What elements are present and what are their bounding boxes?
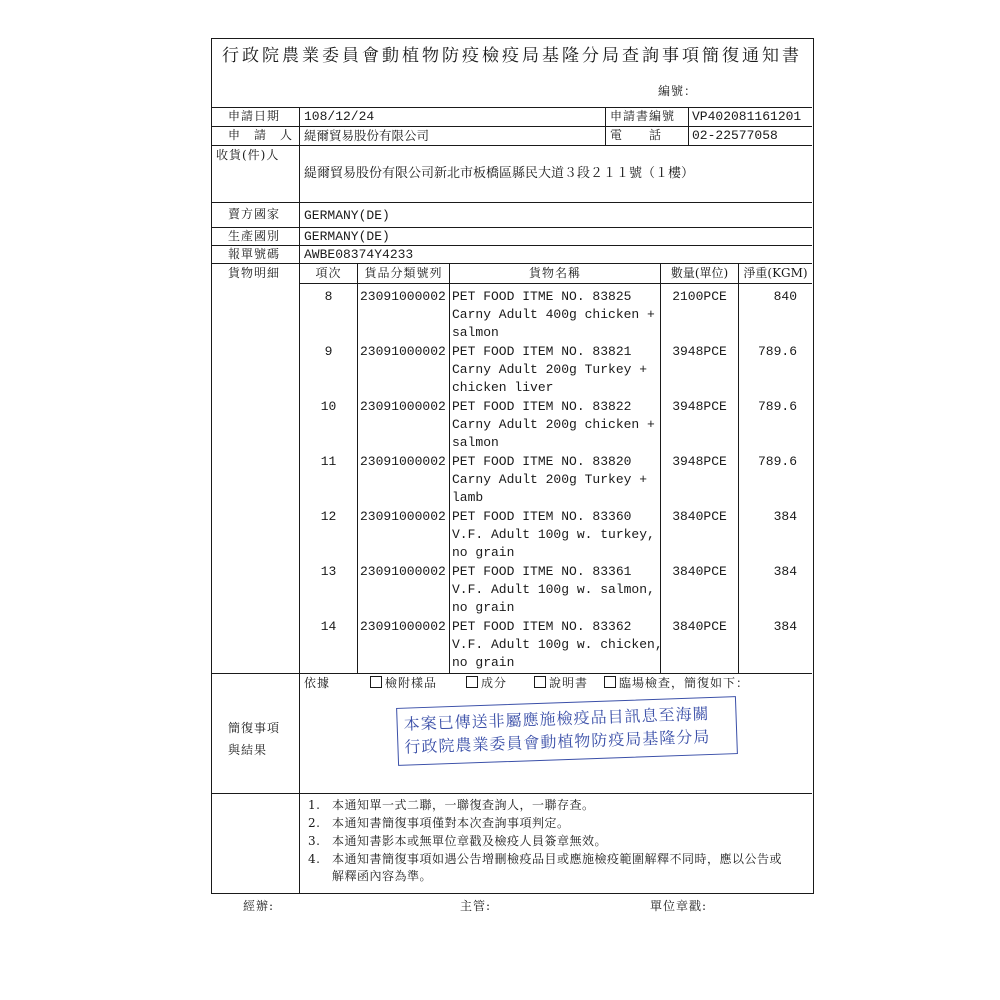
origin-country-value: GERMANY(DE) (304, 229, 390, 244)
row-code: 23091000002 (360, 344, 446, 359)
row-weight: 384 (773, 619, 797, 634)
checkbox-icon (466, 676, 478, 688)
row-qty: 2100PCE (672, 289, 727, 304)
row-qty: 3948PCE (672, 344, 727, 359)
phone-label: 電 話 (610, 128, 663, 142)
basis-option-ingredients: 成分 (466, 675, 507, 692)
declaration-no-value: AWBE08374Y4233 (304, 247, 414, 262)
row-item: 12 (320, 509, 337, 524)
basis-label: 依據 (304, 676, 331, 690)
basis-option-manual: 說明書 (534, 675, 588, 692)
unit-seal-label: 單位章戳: (650, 899, 708, 913)
supervisor-label: 主管: (460, 899, 492, 913)
row-qty: 3948PCE (672, 454, 727, 469)
basis-option-sample: 檢附樣品 (370, 675, 437, 692)
declaration-no-label: 報單號碼 (228, 247, 281, 261)
row-desc: PET FOOD ITEM NO. 83360 V.F. Adult 100g w. turkey, no grain (452, 509, 655, 560)
note-item: 1. 本通知單一式二聯，一聯復查詢人，一聯存查。 (308, 798, 595, 812)
note-item: 4. 本通知書簡復事項如遇公告增刪檢疫品目或應施檢疫範圍解釋不同時，應以公告或解釋函內容為準。 (308, 852, 783, 883)
row-qty: 3840PCE (672, 564, 727, 579)
row-desc: PET FOOD ITME NO. 83820 Carny Adult 200g Turkey + lamb (452, 454, 648, 505)
header-code: 貨品分類號列 (364, 266, 443, 280)
row-weight: 789.6 (757, 454, 797, 469)
row-code: 23091000002 (360, 289, 446, 304)
header-weight: 淨重(KGM) (743, 266, 808, 280)
row-qty: 3948PCE (672, 399, 727, 414)
apply-date-value: 108/12/24 (304, 109, 375, 124)
row-item: 8 (324, 289, 333, 304)
row-desc: PET FOOD ITEM NO. 83362 V.F. Adult 100g w. chicken, no grain (452, 619, 663, 670)
applicant-label: 申 請 人 (228, 128, 294, 142)
row-code: 23091000002 (360, 454, 446, 469)
goods-detail-label: 貨物明細 (228, 266, 281, 280)
header-desc: 貨物名稱 (528, 266, 581, 280)
row-item: 13 (320, 564, 337, 579)
row-desc: PET FOOD ITME NO. 83361 V.F. Adult 100g w. salmon, no grain (452, 564, 655, 615)
row-code: 23091000002 (360, 619, 446, 634)
row-code: 23091000002 (360, 399, 446, 414)
checkbox-icon (604, 676, 616, 688)
header-qty: 數量(單位) (670, 266, 729, 280)
application-no-label: 申請書編號 (610, 109, 676, 123)
row-item: 11 (320, 454, 337, 469)
row-item: 14 (320, 619, 337, 634)
row-qty: 3840PCE (672, 509, 727, 524)
row-weight: 840 (773, 289, 797, 304)
origin-country-label: 生產國別 (228, 229, 281, 243)
basis-option-inspection: 臨場檢查，簡復如下： (604, 675, 749, 692)
row-desc: PET FOOD ITEM NO. 83822 Carny Adult 200g chicken + salmon (452, 399, 655, 450)
row-weight: 789.6 (757, 344, 797, 359)
note-item: 2. 本通知書簡復事項僅對本次查詢事項判定。 (308, 816, 570, 830)
consignee-value: 緹爾貿易股份有限公司新北市板橋區縣民大道３段２１１號（１樓） (304, 166, 695, 181)
apply-date-label: 申請日期 (228, 109, 281, 123)
notification-document (211, 38, 814, 894)
row-item: 10 (320, 399, 337, 414)
row-code: 23091000002 (360, 509, 446, 524)
stamp-line-1: 本案已傳送非屬應施檢疫品目訊息至海關 (403, 704, 710, 734)
header-item: 項次 (315, 266, 342, 280)
row-qty: 3840PCE (672, 619, 727, 634)
stamp-line-2: 行政院農業委員會動植物防疫局基隆分局 (404, 727, 711, 757)
checkbox-icon (370, 676, 382, 688)
row-weight: 384 (773, 509, 797, 524)
number-label: 編號： (658, 84, 698, 98)
row-item: 9 (324, 344, 333, 359)
row-weight: 384 (773, 564, 797, 579)
row-desc: PET FOOD ITME NO. 83825 Carny Adult 400g chicken + salmon (452, 289, 655, 340)
seller-country-value: GERMANY(DE) (304, 208, 390, 223)
note-item: 3. 本通知書影本或無單位章戳及檢疫人員簽章無效。 (308, 834, 608, 848)
handler-label: 經辦: (243, 899, 275, 913)
applicant-value: 緹爾貿易股份有限公司 (304, 128, 430, 143)
phone-value: 02-22577058 (692, 128, 778, 143)
document-title: 行政院農業委員會動植物防疫檢疫局基隆分局查詢事項簡復通知書 (222, 46, 802, 66)
official-stamp (396, 696, 738, 766)
row-desc: PET FOOD ITEM NO. 83821 Carny Adult 200g Turkey + chicken liver (452, 344, 648, 395)
reply-result-label: 簡復事項 與結果 (228, 721, 281, 757)
seller-country-label: 賣方國家 (228, 207, 281, 221)
row-code: 23091000002 (360, 564, 446, 579)
application-no-value: VP402081161201 (692, 109, 802, 124)
consignee-label: 收貨(件)人 (216, 148, 280, 162)
checkbox-icon (534, 676, 546, 688)
row-weight: 789.6 (757, 399, 797, 414)
